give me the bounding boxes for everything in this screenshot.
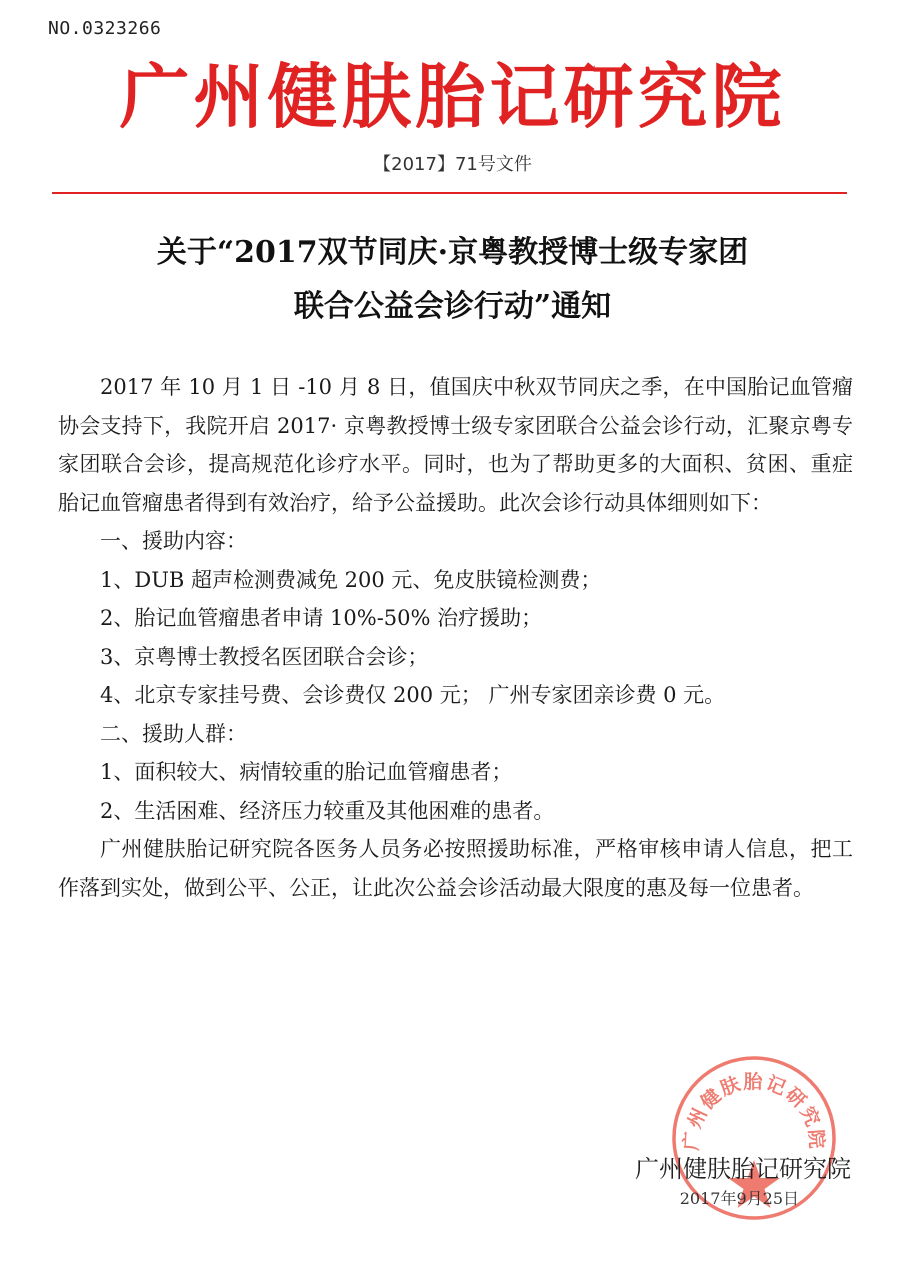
signature-block bbox=[531, 1152, 851, 1212]
notice-title-line-1: 关于“2017双节同庆·京粤教授博士级专家团 bbox=[156, 235, 749, 270]
recipient-item: 2、生活困难、经济压力较重及其他困难的患者。 bbox=[100, 798, 555, 823]
aid-item: 2、胎记血管瘤患者申请 10%-50% 治疗援助； bbox=[100, 606, 543, 630]
signature-organization: 广州健肤胎记研究院 bbox=[635, 1155, 851, 1183]
seal-text: 广州健肤胎记研究院 bbox=[680, 1071, 828, 1152]
aid-item: 3、京粤博士教授名医团联合会诊； bbox=[100, 644, 429, 669]
document-number: NO.0323266 bbox=[48, 18, 162, 39]
notice-title bbox=[0, 226, 905, 334]
section-heading-aid-content: 一、援助内容： bbox=[100, 529, 247, 553]
signature-date: 2017年9月25日 bbox=[679, 1189, 799, 1208]
recipient-item: 1、面积较大、病情较重的胎记血管瘤患者； bbox=[100, 760, 513, 784]
file-number: 【2017】71号文件 bbox=[373, 154, 532, 175]
intro-paragraph: 2017 年 10 月 1 日 -10 月 8 日，值国庆中秋双节同庆之季，在中国胎记血管瘤协会支持下，我院开启 2017· 京粤教授博士级专家团联合公益会诊行动，汇聚京粤专家团联合会诊，提高规范化诊疗水平。同时，也为了帮助更多的大面积、贫困、重症胎记血管瘤患者得到有效治疗，给予公益援助。此次会诊行动具体细则如下： bbox=[58, 375, 853, 515]
aid-item: 1、DUB 超声检测费减免 200 元、免皮肤镜检测费； bbox=[100, 567, 602, 592]
aid-item: 4、北京专家挂号费、会诊费仅 200 元； 广州专家团亲诊费 0 元。 bbox=[100, 683, 726, 707]
notice-title-line-2: 联合公益会诊行动”通知 bbox=[293, 289, 612, 324]
section-heading-aid-recipients: 二、援助人群： bbox=[100, 721, 247, 746]
header-divider bbox=[52, 192, 847, 194]
svg-text:广州健肤胎记研究院 bbox=[679, 1070, 828, 1151]
closing-paragraph: 广州健肤胎记研究院各医务人员务必按照援助标准，严格审核申请人信息，把工作落到实处，做到公平、公正，让此次公益会诊活动最大限度的惠及每一位患者。 bbox=[58, 837, 853, 900]
notice-body bbox=[58, 368, 853, 907]
organization-title: 广州健肤胎记研究院 bbox=[119, 56, 786, 138]
